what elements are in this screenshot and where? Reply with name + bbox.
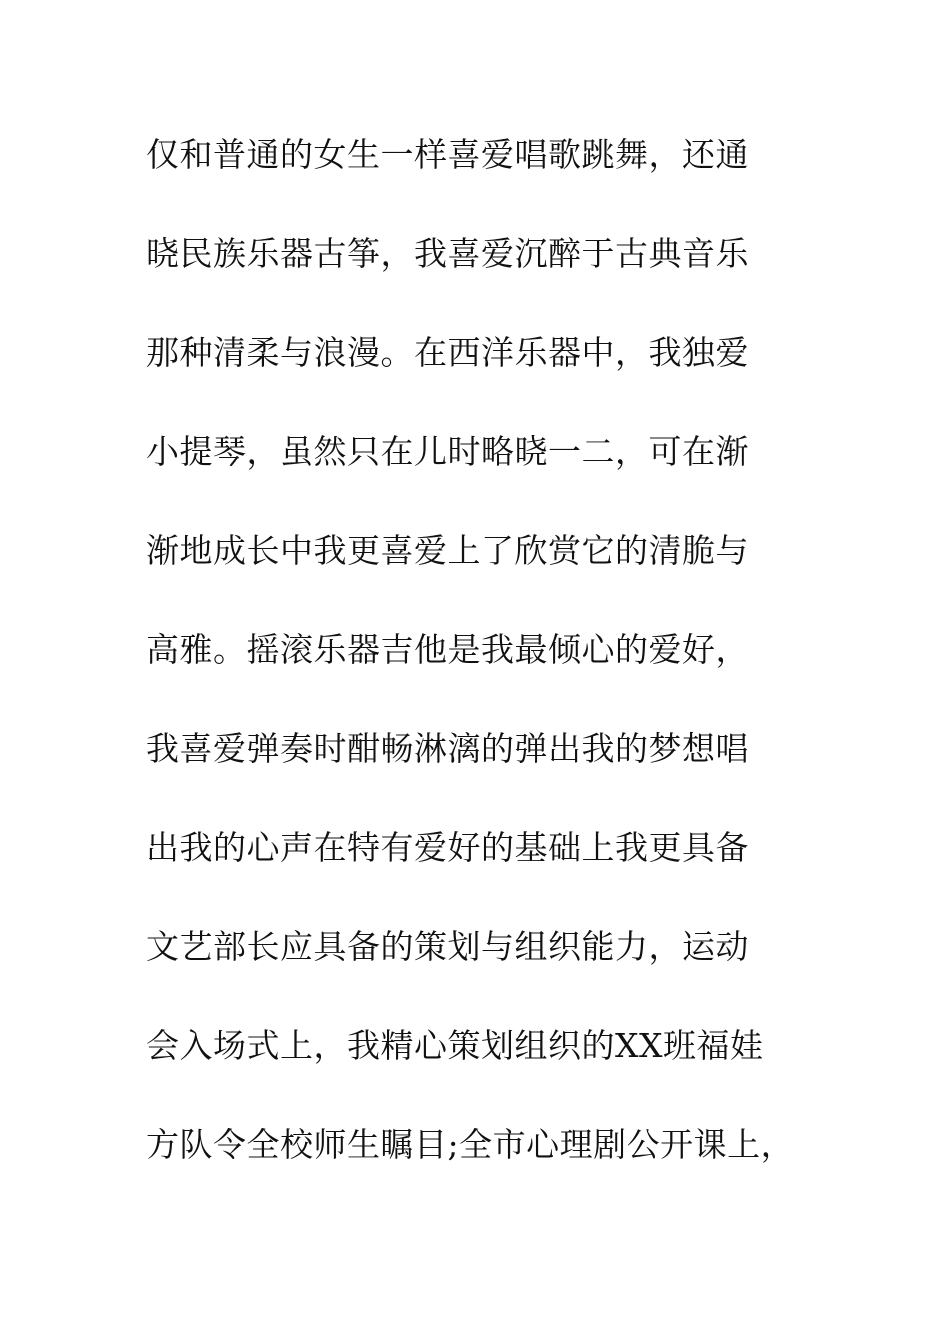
text-line: 小提琴，虽然只在儿时略晓一二，可在渐: [146, 432, 749, 471]
body-text: [146, 124, 826, 1213]
text-line: 晓民族乐器古筝，我喜爱沉醉于古典音乐: [146, 234, 749, 273]
text-line: 渐地成长中我更喜爱上了欣赏它的清脆与: [146, 531, 749, 570]
text-line: 文艺部长应具备的策划与组织能力，运动: [146, 927, 749, 966]
text-line: 出我的心声在特有爱好的基础上我更具备: [146, 828, 749, 867]
text-line: 我喜爱弹奏时酣畅淋漓的弹出我的梦想唱: [146, 729, 749, 768]
text-line: 仅和普通的女生一样喜爱唱歌跳舞，还通: [146, 135, 749, 174]
text-line: 方队令全校师生瞩目;全市心理剧公开课上，: [146, 1125, 795, 1164]
text-line: 会入场式上，我精心策划组织的XX班福娃: [146, 1026, 764, 1065]
text-line: 那种清柔与浪漫。在西洋乐器中，我独爱: [146, 333, 749, 372]
text-line: 高雅。摇滚乐器吉他是我最倾心的爱好，: [146, 630, 749, 669]
